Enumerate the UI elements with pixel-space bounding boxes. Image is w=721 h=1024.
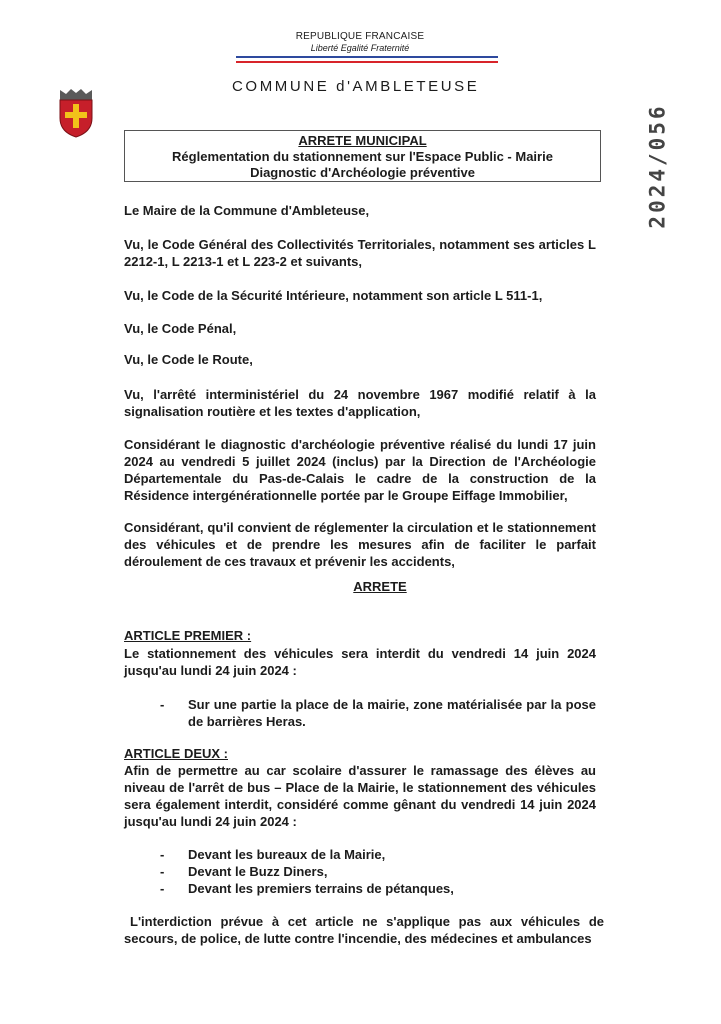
preamble-vu-route: Vu, le Code le Route, xyxy=(124,352,253,367)
article-2-note: L'interdiction prévue à cet article ne s'applique pas aux véhicules de secours, de police, de lutte contre l'incendie, des médecines et ambulances xyxy=(124,914,604,946)
preamble-considerant-circulation: Considérant, qu'il convient de réglementer la circulation et le stationnement des véhicules et de prendre les mesures afin de faciliter le parfait déroulement de ces travaux et prévenir les accidents, xyxy=(124,520,596,569)
article-2-bullet-text: Devant les bureaux de la Mairie, xyxy=(188,847,386,862)
article-2-text: Afin de permettre au car scolaire d'assurer le ramassage des élèves au niveau de l'arrêt de bus – Place de la Mairie, le stationnement des véhicules sera également interdit, considéré comme gênant du vendredi 14 juin 2024 jusqu'au lundi 24 juin 2024 : xyxy=(124,763,596,829)
registration-number-text: 2024/056 xyxy=(646,103,670,229)
document-subtitle: Réglementation du stationnement sur l'Espace Public - Mairie xyxy=(172,149,553,164)
tricolor-blue-line xyxy=(236,56,498,58)
preamble-considerant-diagnostic: Considérant le diagnostic d'archéologie préventive réalisé du lundi 17 juin 2024 au vendredi 5 juillet 2024 (inclus) par la Direction de l'Archéologie Départementale du Pas-de-Calais le cadre de la construction de la Résidence intergénérationnelle portée par le Groupe Eiffage Immobilier, xyxy=(124,437,596,503)
preamble-vu-cgct: Vu, le Code Général des Collectivités Territoriales, notamment ses articles L 2212-1, L 2213-1 et L 223-2 et suivants, xyxy=(124,237,596,269)
bullet-dash: - xyxy=(160,881,165,896)
commune-crest-icon xyxy=(56,88,96,138)
article-1-heading: ARTICLE PREMIER : xyxy=(124,628,252,643)
article-1-bullet xyxy=(160,696,596,732)
preamble-intro: Le Maire de la Commune d'Ambleteuse, xyxy=(124,203,370,218)
tricolor-lines xyxy=(236,56,498,68)
republic-label: REPUBLIQUE FRANCAISE xyxy=(295,31,425,42)
bullet-dash: - xyxy=(160,847,165,862)
article-2-bullet xyxy=(160,880,596,897)
article-2-bullet xyxy=(160,863,596,880)
article-2-bullet-text: Devant le Buzz Diners, xyxy=(188,864,328,879)
preamble-vu-penal: Vu, le Code Pénal, xyxy=(124,321,237,336)
bullet-dash: - xyxy=(160,864,165,879)
tricolor-red-line xyxy=(236,61,498,63)
article-2-bullet xyxy=(160,846,596,863)
republic-motto: Liberté Egalité Fraternité xyxy=(310,43,410,53)
registration-number xyxy=(640,96,676,236)
article-1-bullet-text: Sur une partie la place de la mairie, zone matérialisée par la pose de barrières Heras. xyxy=(188,697,596,729)
bullet-dash: - xyxy=(160,697,165,712)
preamble-vu-csi: Vu, le Code de la Sécurité Intérieure, notamment son article L 511-1, xyxy=(124,288,543,303)
article-1-text: Le stationnement des véhicules sera interdit du vendredi 14 juin 2024 jusqu'au lundi 24 juin 2024 : xyxy=(124,646,596,678)
preamble-vu-arrete: Vu, l'arrêté interministériel du 24 novembre 1967 modifié relatif à la signalisation routière et les textes d'application, xyxy=(124,387,596,419)
commune-name: COMMUNE d'AMBLETEUSE xyxy=(232,78,480,95)
article-2-heading: ARTICLE DEUX : xyxy=(124,746,228,761)
title-box xyxy=(124,130,601,182)
document-subject: Diagnostic d'Archéologie préventive xyxy=(250,165,475,180)
article-2-bullet-text: Devant les premiers terrains de pétanques, xyxy=(188,881,454,896)
document-title: ARRETE MUNICIPAL xyxy=(298,133,427,148)
arrete-heading: ARRETE xyxy=(353,579,407,594)
